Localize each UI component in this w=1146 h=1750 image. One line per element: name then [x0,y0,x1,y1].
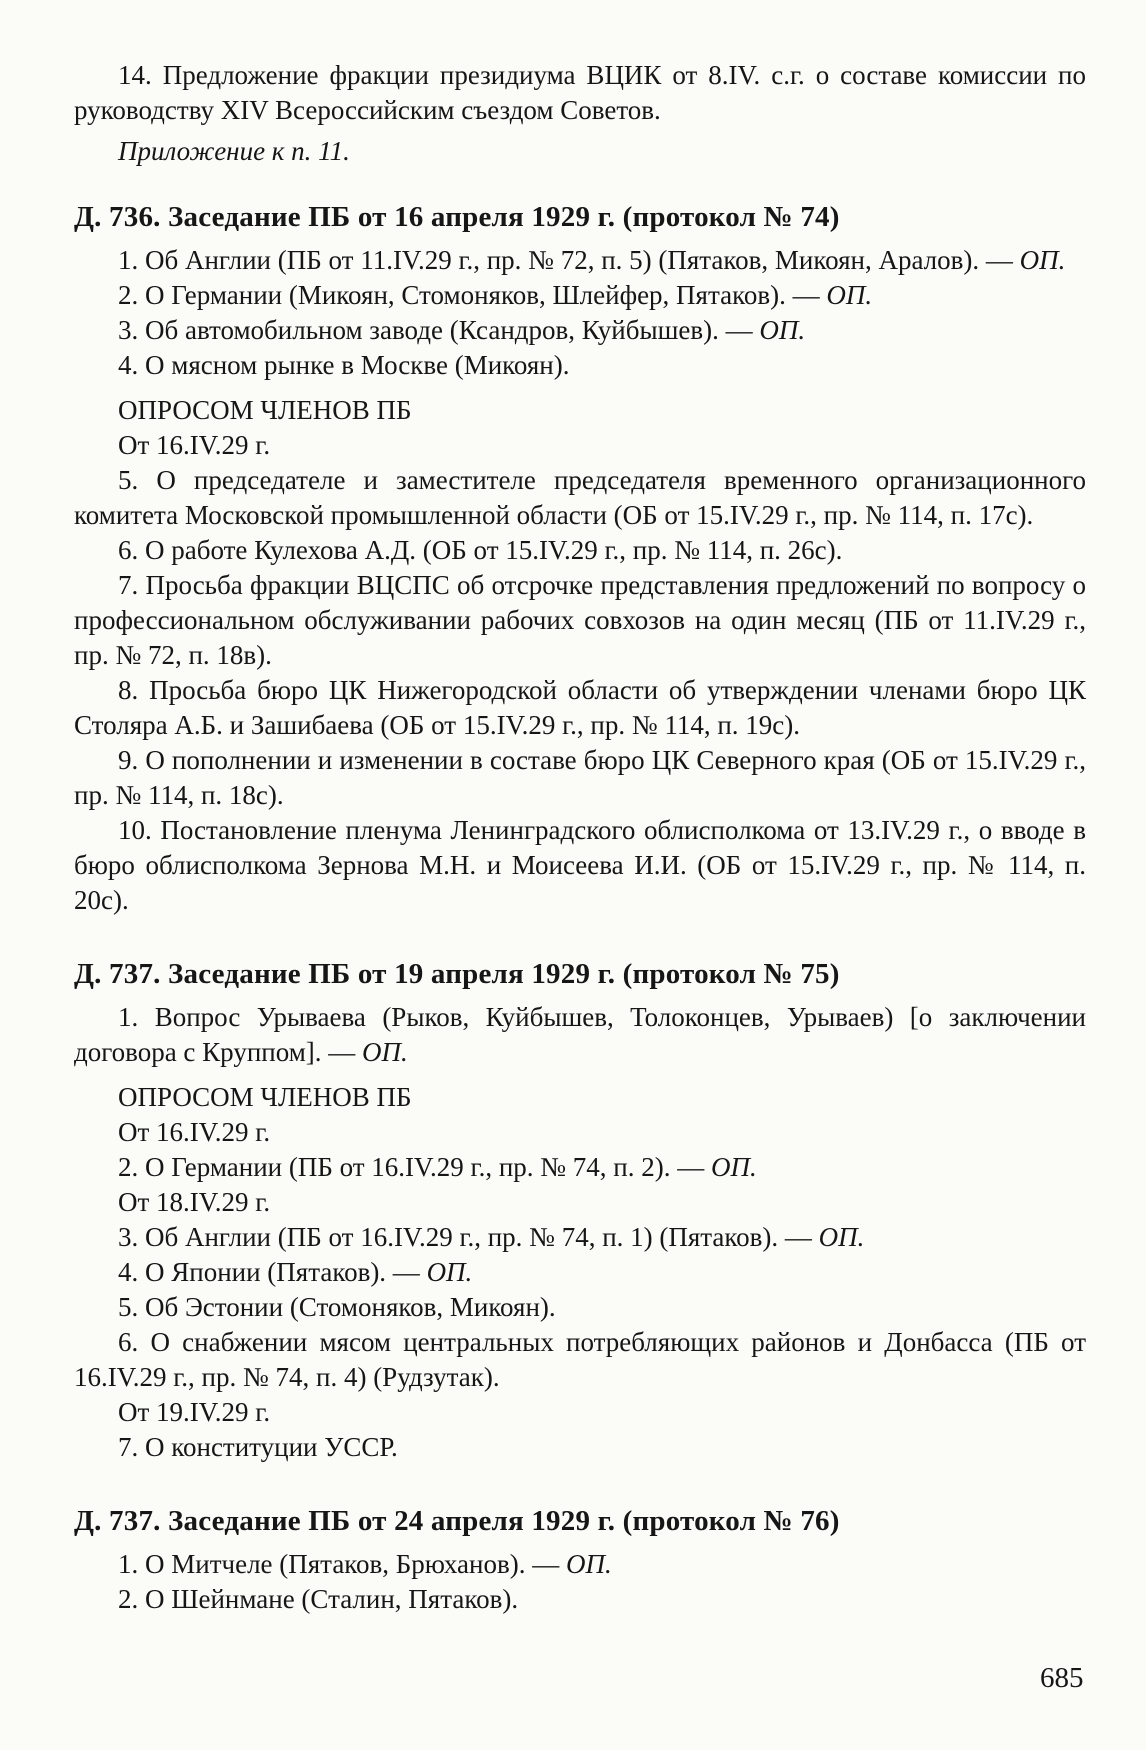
appendix-note: Приложение к п. 11. [118,136,350,166]
d737a-poll-label: ОПРОСОМ ЧЛЕНОВ ПБ [118,1082,412,1112]
d737a-date-2: От 18.IV.29 г. [118,1187,271,1217]
d736-item-10: 10. Постановление пленума Ленинградского облисполкома от 13.IV.29 г., о вводе в бюро облисполкома Зернова М.Н. и Моисеева И.И. (ОБ от 15.IV.29 г., пр. № 114, п. 20с). [74,815,1086,915]
d737a-item-3: 3. Об Англии (ПБ от 16.IV.29 г., пр. № 74, п. 1) (Пятаков). — ОП. [118,1222,865,1252]
d736-item-8: 8. Просьба бюро ЦК Нижегородской области об утверждении членами бюро ЦК Столяра А.Б. и Зашибаева (ОБ от 15.IV.29 г., пр. № 114, п. 19с). [74,675,1086,740]
d736-item-4: 4. О мясном рынке в Москве (Микоян). [118,350,570,380]
d736-item-5: 5. О председателе и заместителе председателя временного организационного комитета Московской промышленной области (ОБ от 15.IV.29 г., пр. № 114, п. 17с). [74,465,1086,530]
d736-item-2: 2. О Германии (Микоян, Стомоняков, Шлейфер, Пятаков). — ОП. [118,280,873,310]
section-heading-737-24: Д. 737. Заседание ПБ от 24 апреля 1929 г. (протокол № 76) [74,1505,840,1537]
d737a-item-7: 7. О конституции УССР. [118,1432,398,1462]
section-heading-736: Д. 736. Заседание ПБ от 16 апреля 1929 г. (протокол № 74) [74,201,840,233]
page-number: 685 [1040,1662,1084,1694]
d737a-date-3: От 19.IV.29 г. [118,1397,271,1427]
d736-item-6: 6. О работе Кулехова А.Д. (ОБ от 15.IV.29 г., пр. № 114, п. 26с). [118,535,843,565]
item-14: 14. Предложение фракции президиума ВЦИК от 8.IV. с.г. о составе комиссии по руководству XIV Всероссийским съездом Советов. [74,60,1086,125]
d736-date-1: От 16.IV.29 г. [118,430,271,460]
d737a-item-4: 4. О Японии (Пятаков). — ОП. [118,1257,473,1287]
d737a-item-6: 6. О снабжении мясом центральных потребляющих районов и Донбасса (ПБ от 16.IV.29 г., пр. № 74, п. 4) (Рудзутак). [74,1327,1086,1392]
d737a-item-5: 5. Об Эстонии (Стомоняков, Микоян). [118,1292,556,1322]
d736-poll-label: ОПРОСОМ ЧЛЕНОВ ПБ [118,395,412,425]
d737a-item-2: 2. О Германии (ПБ от 16.IV.29 г., пр. № 74, п. 2). — ОП. [118,1152,757,1182]
d737b-item-1: 1. О Митчеле (Пятаков, Брюханов). — ОП. [118,1549,612,1579]
d737b-item-2: 2. О Шейнмане (Сталин, Пятаков). [118,1584,519,1614]
d737a-date-1: От 16.IV.29 г. [118,1117,271,1147]
page-content [74,58,1086,1617]
d737a-item-1: 1. Вопрос Урываева (Рыков, Куйбышев, Толоконцев, Урываев) [о заключении договора с Круппом]. — ОП. [74,1002,1086,1067]
d736-item-3: 3. Об автомобильном заводе (Ксандров, Куйбышев). — ОП. [118,315,806,345]
section-heading-737-19: Д. 737. Заседание ПБ от 19 апреля 1929 г. (протокол № 75) [74,958,840,990]
d736-item-7: 7. Просьба фракции ВЦСПС об отсрочке представления предложений по вопросу о профессиональном обслуживании рабочих совхозов на один месяц (ПБ от 11.IV.29 г., пр. № 72, п. 18в). [74,570,1086,670]
d736-item-9: 9. О пополнении и изменении в составе бюро ЦК Северного края (ОБ от 15.IV.29 г., пр. № 114, п. 18с). [74,745,1086,810]
d736-item-1: 1. Об Англии (ПБ от 11.IV.29 г., пр. № 72, п. 5) (Пятаков, Микоян, Аралов). — ОП. [118,245,1066,275]
